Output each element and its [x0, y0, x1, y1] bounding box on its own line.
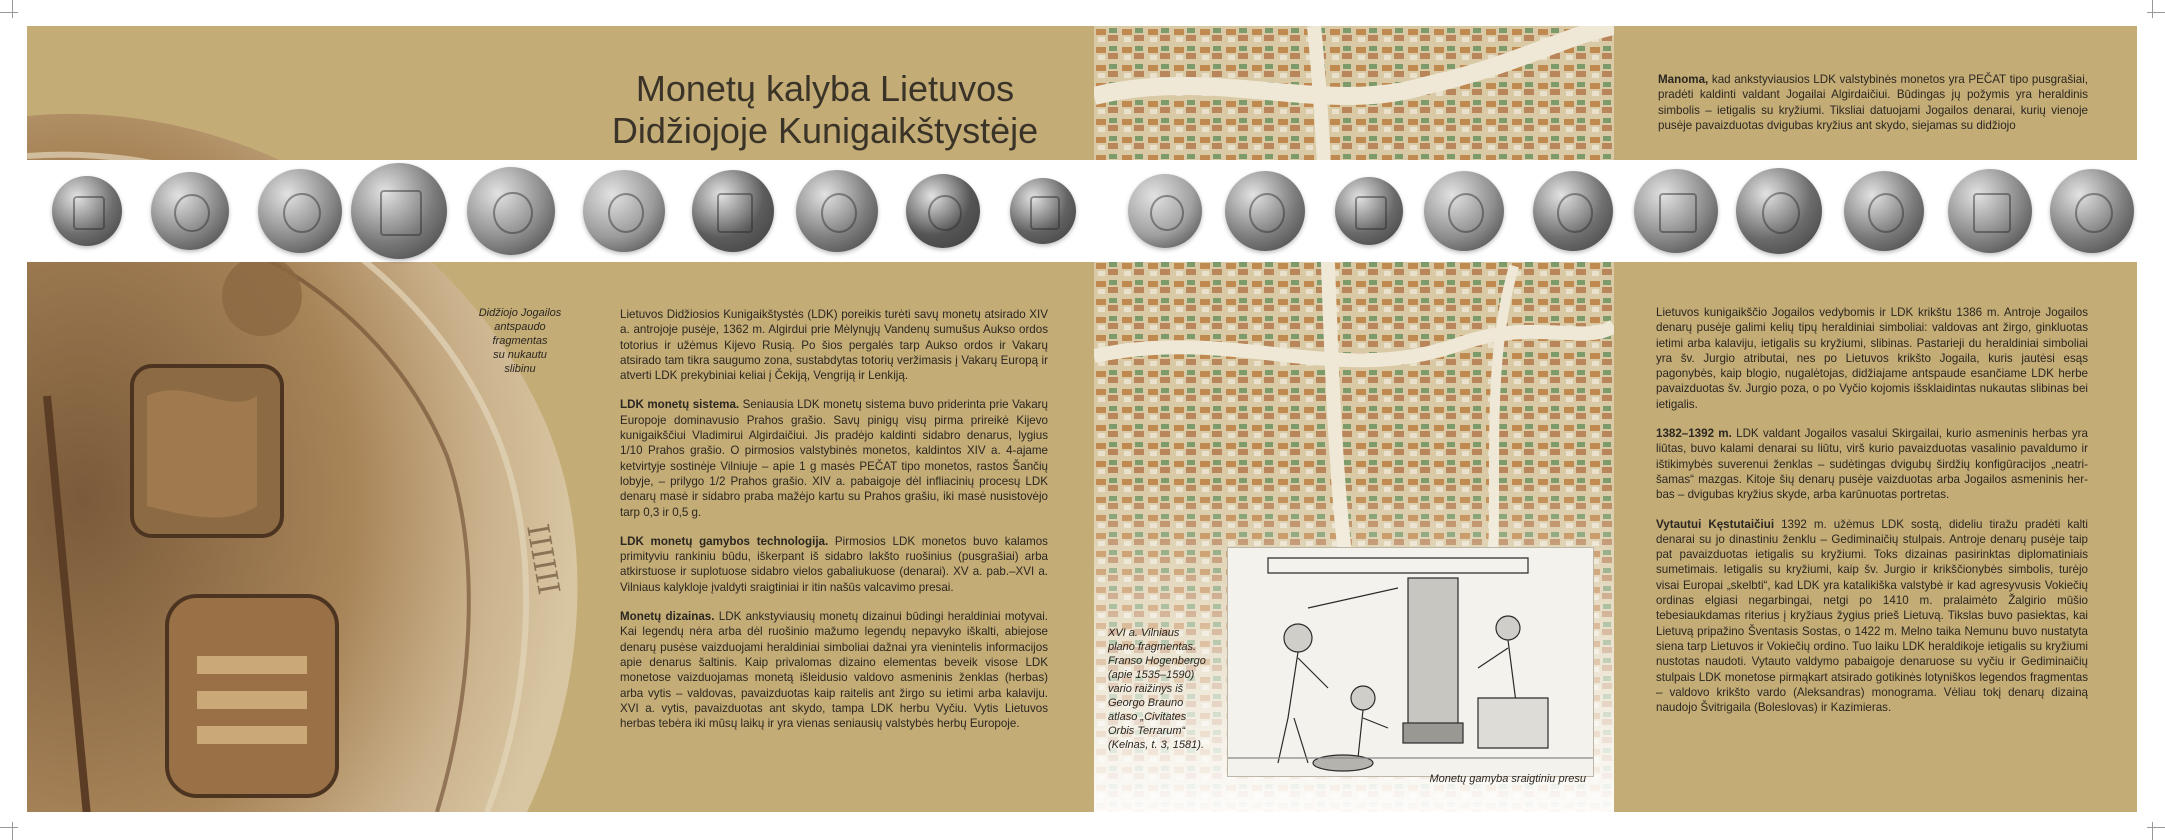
coin-image — [2050, 169, 2134, 253]
crop-mark — [12, 822, 27, 840]
coin-image — [1225, 171, 1305, 251]
coin-image — [351, 163, 447, 259]
paragraph — [1656, 517, 2088, 716]
crop-mark — [2138, 822, 2153, 840]
caption-press: Monetų gamyba sraigtiniu presu — [1429, 773, 1586, 785]
paragraph-heading: Monetų dizainas. — [620, 610, 715, 624]
intro-right-bold: Manoma, — [1658, 73, 1709, 86]
coin-motif — [1355, 196, 1386, 230]
caption-map-line: (Kelnas, t. 3, 1581). — [1108, 739, 1204, 751]
page-title — [590, 68, 1060, 152]
text-column-right — [1656, 305, 2088, 729]
paragraph-text: 1392 m. užėmus LDK sostą, dideliu tiražu pradėti kalti denarai su jo dinastiniu ženklu – Gediminaičių stulpais. Antroje denarų pusėje taip pat pavaizduotas ietigalis su kryžiumi. Toks dizainas pasirinktas diplomatiniais sumetimais. Ietigalis su kryžiumi, kaip šv. Jurgio ir krikščionybės simbolis, turėjo visai Europai „skelbti“, kad LDK yra katalikiška valstybė ir kad agresyvusis Vokiečių ordinas elgiasi negarbingai, netgi po 1410 m. pralaimėto Žalgirio mūšio tebesiaukdamas riterius į kryžiaus žygius prieš Lietuvą. Tikslas buvo pasiektas, kai Lietuvą pripažino Šventasis Sostas, o 1422 m. Melno taika Nemunu buvo nustatyta siena tarp Lietuvos ir Vokiečių ordino. Tuo laiku LDK heraldikoje ietigalis su kryžiumi nustotas naudoti. Vytauto valdymo pabaigoje denaruose su vyčiu ir Gediminaičių stulpais LDK monetose pirmąkart atsirado gotikinės lotyniškos legendos fragmentas – valdovo krikšto vardo (Aleksandras) monograma. Vėliau tokį denarų dizainą naudojo Švitrigaila (Boleslovas) ir Kazimieras. — [1656, 517, 2088, 715]
coin-motif — [1030, 196, 1060, 229]
coin-motif — [493, 192, 532, 235]
paragraph-text: Lietuvos Didžiosios Kunigaikštystės (LDK) poreikis turėti savų monetų atsirado XIV a. antrojoje pusėje, 1362 m. Algirdui prie Mėlynųjų Vandenų sumušus Aukso ordos totorius ir užėmus Kijevo Rusią. Po šios pergalės tarp Aukso ordos ir Vakarų atsirado tam tikra saugumo zona, sustabdytas totorių veržimasis į Vakarų Europą ir atverti LDK prekybiniai keliai į Čekiją, Vengriją ir Lenkiją. — [620, 308, 1048, 383]
coin-image — [1736, 168, 1822, 254]
caption-map — [1108, 626, 1220, 752]
intro-right-text: kad ankstyviausios LDK valstybinės monetos yra PEČAT tipo pusgrašiai, pradėti kaldinti valdant Jogailai Algirdaičiui. Būdingas jų požymis yra heraldinis simbolis – ietigalis su kryžiumi. Tiksliai datuojami Jogailos denarai, kurių vienoje pusėje pavaizduotas dvigubas kryžius ant skydo, siejamas su didžiojo — [1658, 73, 2088, 132]
caption-map-line: XVI a. Vilniaus — [1108, 627, 1180, 639]
coin-image — [52, 176, 122, 246]
caption-map-line: Franso Hogenbergo — [1108, 655, 1206, 667]
coin-image — [1010, 178, 1076, 244]
caption-map-line: (apie 1535–1590) — [1108, 669, 1195, 681]
coin-image — [1128, 174, 1202, 248]
paragraph-heading: 1382–1392 m. — [1656, 427, 1732, 441]
coin-image — [1634, 169, 1718, 253]
coin-image — [151, 172, 229, 250]
caption-seal-line: fragmentas — [492, 335, 548, 347]
coin-image — [692, 170, 774, 252]
coin-image — [583, 170, 665, 252]
paragraph — [1656, 305, 2088, 412]
coin-image — [1948, 169, 2032, 253]
coin-strip — [27, 160, 2137, 262]
paragraph-heading: Vytautui Kęstutaičiui — [1656, 517, 1775, 531]
caption-seal-line: slibinu — [504, 363, 536, 375]
coin-motif — [1557, 193, 1593, 232]
paragraph — [1656, 426, 2088, 502]
coin-motif — [1448, 193, 1484, 232]
coin-motif — [174, 194, 209, 232]
crop-mark — [2138, 0, 2153, 18]
coin-motif — [1249, 193, 1285, 232]
paragraph-heading: LDK monetų sistema. — [620, 398, 740, 412]
coin-image — [1424, 171, 1504, 251]
paragraph-text: Lietuvos kunigaikščio Jogailos vedybomis ir LDK krikštu 1386 m. Antroje Jogailos denarų pusėje galimi kelių tipų heraldiniai simboliai: valdovas ant žirgo, ginkluotas ietimi arba kalaviju, ietigalis su kryžiumi, slibinas. Pastarieji du heraldiniai simboliai yra šv. Jurgio atributai, nes po Lietuvos krikšto Jogaila, kuris jautėsi esąs pagonybės, kaip blogio, nugalėtojas, didžiajame antspaude esančiame LDK herbe pavaizduotas šv. Jurgio poza, o po Vyčio kojomis išsklaidintas nukautas slibinas bei ietigalis. — [1656, 306, 2088, 411]
paragraph — [620, 534, 1048, 595]
title-line-1: Monetų kalyba Lietuvos — [635, 68, 1015, 109]
coin-image — [1844, 171, 1924, 251]
coin-motif — [73, 196, 105, 231]
press-engraving-image — [1227, 547, 1594, 777]
coin-image — [467, 167, 555, 255]
caption-map-line: vario raižinys iš — [1108, 683, 1184, 695]
crop-mark — [12, 0, 27, 18]
coin-image — [906, 174, 980, 248]
title-line-2: Didžiojoje Kunigaikštystėje — [611, 110, 1039, 151]
caption-seal-line: su nukautu — [493, 349, 547, 361]
caption-map-line: plano fragmentas. — [1108, 641, 1197, 653]
coin-motif — [928, 195, 962, 232]
coin-motif — [1150, 195, 1184, 232]
coin-motif — [608, 193, 645, 233]
paragraph-text: Pirmosios LDK monetos buvo kalamos primityviu rankiniu būdu, iškerpant iš sidabro lakšto ruošinius (pusgrašiai) arba atkirstuose ir suplotuose sidabro vielos gabaliukuose (denarai). XV a. pab.–XVI a. Vilniaus kalykloje įvaldyti sraigtiniai ir itin našūs valcavimo presai. — [620, 534, 1048, 594]
coin-motif — [380, 190, 422, 236]
coin-image — [1533, 171, 1613, 251]
caption-seal — [470, 306, 570, 376]
caption-seal-line: Didžiojo Jogailos — [478, 307, 562, 319]
coin-motif — [1973, 193, 2011, 234]
caption-map-line: Georgo Brauno — [1108, 697, 1184, 709]
paragraph-text: LDK ankstyviausių monetų dizainui būdingi heraldiniai motyvai. Kai legendų nėra arba dėl ruošinio mažumo legendų nepavyko iškalti, abiejose denarų pusėse vaizduojami heraldiniai simboliai dažnai yra vienintelis informacijos apie denarus šaltinis. Kaip privalomas dizaino elementas beveik visose LDK monetose vaizduojamas monetą išleidusio valdovo asmeninis ženklas (herbas) arba vytis – valdovas, pavaizduotas kaip raitelis ant žirgo su ietimi arba kalaviju. XVI a. vytis, pavaizduotas ant skydo, tampa LDK herbu Vyčiu. Vytis Lietuvos herbas tebėra iki mūsų laikų ir yra vienas seniausių valstybės herbų Europoje. — [620, 610, 1048, 731]
caption-map-line: Orbis Terrarum“ — [1108, 725, 1186, 737]
coin-motif — [1659, 193, 1697, 234]
paragraph-text: LDK valdant Jogailos vasalui Skirgailai, kurio asmeninis herbas yra liūtas, buvo kalami denarai su liūtu, virš kurio pavaizduotas vasalinio pavaldumo ir ištikimybės suverenui ženklas – sudėtingas dvigubų širdžių konfigūracijos „neatrišamas“ mazgas. Kitoje šių denarų pusėje vaizduotas arba Jogailos asmeninis herbas – dvigubas kryžius skyde, arba karūnuotas portretas. — [1656, 427, 2088, 502]
coin-motif — [1868, 193, 1904, 232]
paragraph-text: Seniausia LDK monetų sistema buvo priderinta prie Vakarų Europoje dominavusio Prahos grašio. Savų pinigų visų pirma prireikė Kijevo kunigaikščiui Vladimirui Algirdaičiui. Jis pradėjo kaldinti sidabro denarus, lygius 1/10 Prahos grašio. O pirmosios valstybinės monetos, kaldintos XIV a. 4-ajame ketvirtyje sostinėje Vilniuje – apie 1 g masės PEČAT tipo monetos, rastos Šančių lobyje, – prilygo 1/2 Prahos grašio. XIV a. pabaigoje dėl infliacinių procesų LDK denarų masė ir sidabro praba mažėjo kartu su Prahos grašiu, iki masė nusistovėjo tarp 0,3 ir 0,5 g. — [620, 398, 1048, 519]
intro-right — [1658, 72, 2088, 133]
coin-image — [1335, 177, 1403, 245]
paragraph — [620, 307, 1048, 383]
coin-motif — [2075, 193, 2113, 234]
coin-motif — [717, 193, 754, 233]
text-column-middle — [620, 307, 1048, 745]
coin-image — [796, 170, 878, 252]
coin-image — [258, 169, 342, 253]
paragraph — [620, 397, 1048, 519]
caption-seal-line: antspaudo — [494, 321, 546, 333]
caption-map-line: atlaso „Civitates — [1108, 711, 1187, 723]
paragraph-heading: LDK monetų gamybos technologija. — [620, 534, 829, 548]
coin-motif — [821, 193, 858, 233]
coin-motif — [283, 193, 321, 234]
paragraph — [620, 609, 1048, 731]
svg-text:IIIIII: IIIIII — [519, 521, 566, 598]
coin-motif — [1762, 192, 1800, 234]
